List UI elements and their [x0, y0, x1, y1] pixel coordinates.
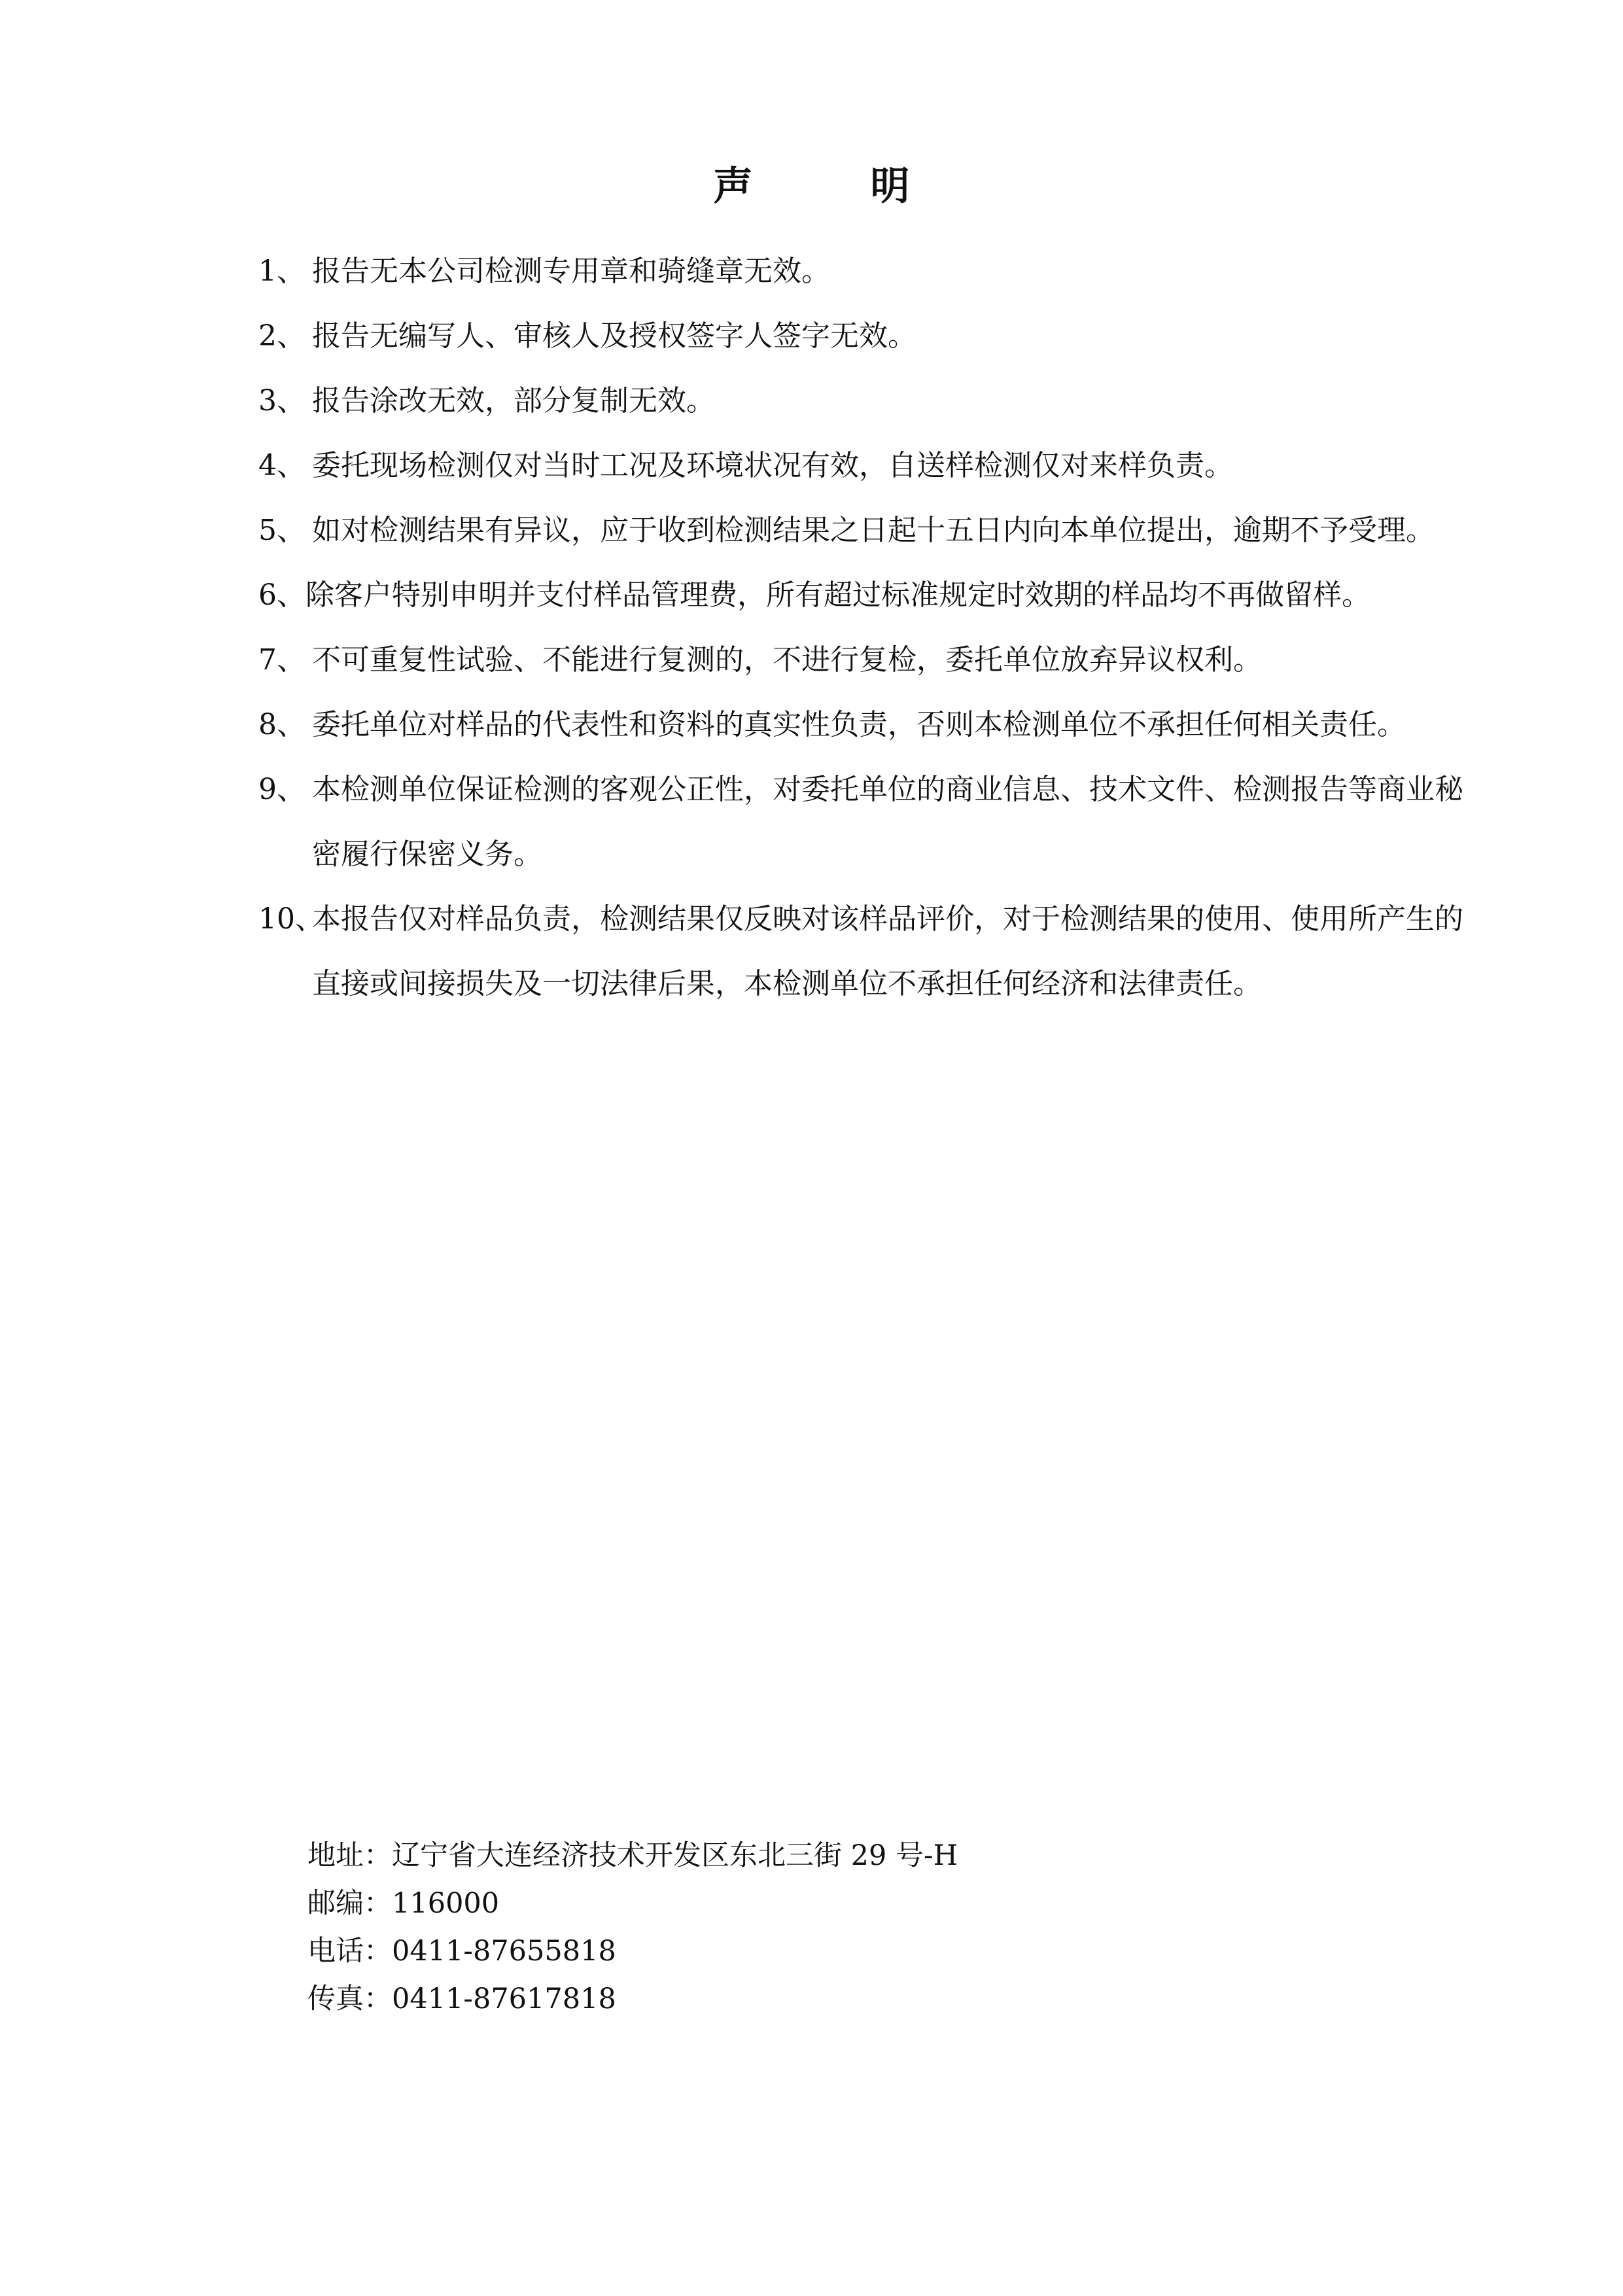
- statement-text: 除客户特别申明并支付样品管理费，所有超过标准规定时效期的样品均不再做留样。: [305, 578, 1370, 612]
- statement-number: 5、: [258, 514, 305, 547]
- statement-text: 如对检测结果有异议，应于收到检测结果之日起十五日内向本单位提出，逾期不予受理。: [312, 514, 1435, 547]
- contact-fax: 传真：0411-87617818: [307, 1983, 616, 2015]
- statement-number: 6、: [258, 578, 305, 612]
- statement-item-2: [258, 304, 1485, 368]
- statement-item-1: [258, 239, 1485, 304]
- contact-phone: 电话：0411-87655818: [307, 1935, 616, 1968]
- statement-item-8: [258, 692, 1485, 757]
- statement-text: 报告无编写人、审核人及授权签字人签字无效。: [312, 319, 916, 353]
- statement-item-10: [258, 887, 1485, 1016]
- contact-postcode: 邮编：116000: [307, 1887, 500, 1920]
- statement-text: 委托单位对样品的代表性和资料的真实性负责，否则本检测单位不承担任何相关责任。: [312, 708, 1406, 741]
- statement-text: 本检测单位保证检测的客观公正性，对委托单位的商业信息、技术文件、检测报告等商业秘密履行保密义务。: [312, 773, 1463, 871]
- page-title: [0, 157, 1623, 216]
- contact-address: 地址：辽宁省大连经济技术开发区东北三街 29 号-H: [307, 1839, 958, 1872]
- statement-list: [258, 239, 1485, 1016]
- title-part-1: 声: [713, 164, 753, 209]
- statement-text: 不可重复性试验、不能进行复测的，不进行复检，委托单位放弃异议权利。: [312, 643, 1262, 677]
- statement-number: 7、: [258, 643, 305, 677]
- statement-number: 10、: [258, 902, 324, 936]
- statement-number: 2、: [258, 319, 305, 353]
- statement-item-5: [258, 498, 1485, 563]
- title-part-2: 明: [870, 164, 910, 209]
- statement-number: 3、: [258, 384, 305, 417]
- statement-number: 8、: [258, 708, 305, 741]
- statement-text: 本报告仅对样品负责，检测结果仅反映对该样品评价，对于检测结果的使用、使用所产生的直接或间接损失及一切法律后果，本检测单位不承担任何经济和法律责任。: [312, 902, 1463, 1000]
- statement-text: 报告涂改无效，部分复制无效。: [312, 384, 715, 417]
- statement-text: 委托现场检测仅对当时工况及环境状况有效，自送样检测仅对来样负责。: [312, 449, 1233, 482]
- statement-text: 报告无本公司检测专用章和骑缝章无效。: [312, 255, 830, 288]
- statement-number: 1、: [258, 255, 305, 288]
- statement-item-7: [258, 627, 1485, 692]
- statement-item-9: [258, 757, 1485, 887]
- contact-block: [307, 1832, 1289, 2023]
- statement-number: 4、: [258, 449, 305, 482]
- statement-item-6: [258, 563, 1485, 627]
- statement-item-4: [258, 433, 1485, 498]
- statement-item-3: [258, 368, 1485, 433]
- statement-number: 9、: [258, 773, 305, 806]
